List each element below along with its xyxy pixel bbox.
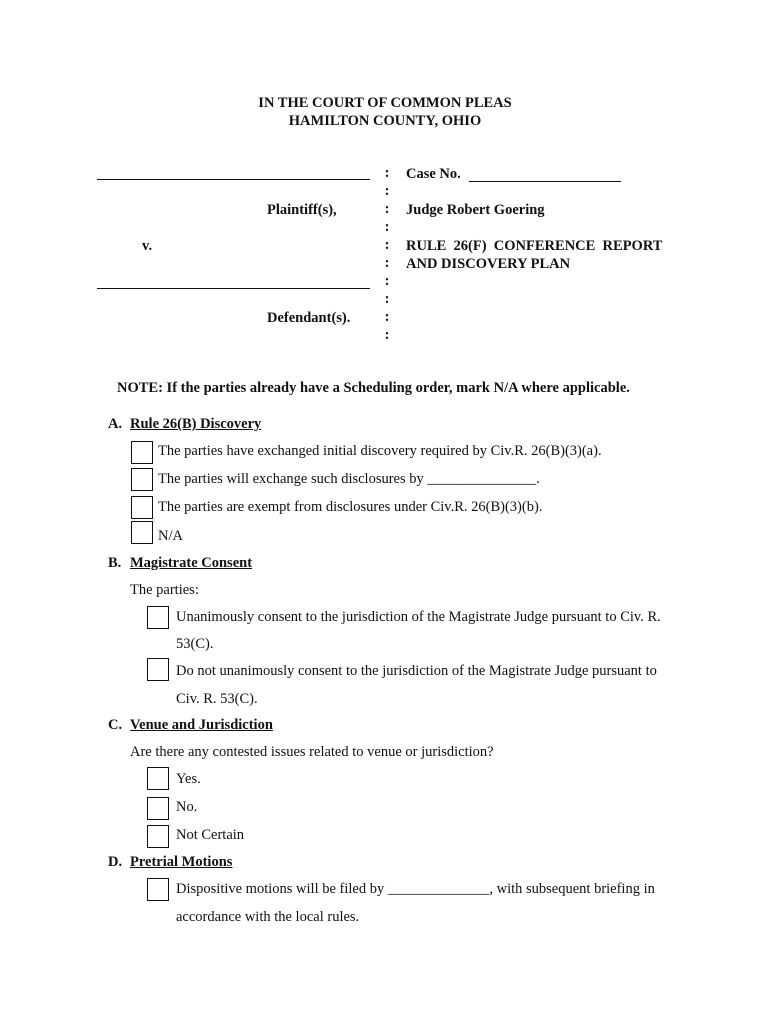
caption-colon: : bbox=[384, 327, 390, 343]
versus-label: v. bbox=[142, 238, 153, 254]
caption-colon: : bbox=[384, 291, 390, 307]
option-label: Unanimously consent to the jurisdiction of the Magistrate Judge pursuant to Civ. R. bbox=[176, 609, 661, 625]
option-label-continued: 53(C). bbox=[176, 636, 214, 652]
report-title-line1: RULE 26(F) CONFERENCE REPORT bbox=[406, 238, 663, 254]
caption-colon: : bbox=[384, 219, 390, 235]
section-c-letter: C. bbox=[108, 717, 123, 733]
option-label: Not Certain bbox=[176, 827, 245, 843]
county-name: HAMILTON COUNTY, OHIO bbox=[288, 113, 482, 129]
plaintiff-name-line[interactable] bbox=[97, 179, 370, 180]
option-label: The parties will exchange such disclosures by _______________. bbox=[158, 471, 540, 487]
option-label: Yes. bbox=[176, 771, 201, 787]
checkbox-venue-yes[interactable] bbox=[147, 767, 169, 790]
caption-colon: : bbox=[384, 273, 390, 289]
section-c-title: Venue and Jurisdiction bbox=[130, 717, 273, 733]
section-b-letter: B. bbox=[108, 555, 122, 571]
caption-colon: : bbox=[384, 255, 390, 271]
defendant-label: Defendant(s). bbox=[267, 310, 351, 326]
caption-colon: : bbox=[384, 165, 390, 181]
caption-colon: : bbox=[384, 201, 390, 217]
report-title-line2: AND DISCOVERY PLAN bbox=[406, 256, 571, 272]
plaintiff-label: Plaintiff(s), bbox=[267, 202, 337, 218]
caption-colon: : bbox=[384, 309, 390, 325]
checkbox-venue-no[interactable] bbox=[147, 797, 169, 820]
option-label: The parties are exempt from disclosures under Civ.R. 26(B)(3)(b). bbox=[158, 499, 543, 515]
section-d-title: Pretrial Motions bbox=[130, 854, 233, 870]
section-b-title: Magistrate Consent bbox=[130, 555, 253, 571]
option-label: The parties have exchanged initial discovery required by Civ.R. 26(B)(3)(a). bbox=[158, 443, 602, 459]
defendant-name-line[interactable] bbox=[97, 288, 370, 289]
checkbox-venue-not-certain[interactable] bbox=[147, 825, 169, 848]
checkbox-exempt-from-disclosures[interactable] bbox=[131, 496, 153, 519]
checkbox-initial-discovery-exchanged[interactable] bbox=[131, 441, 153, 464]
option-label: No. bbox=[176, 799, 198, 815]
option-label-continued: Civ. R. 53(C). bbox=[176, 691, 258, 707]
section-a-letter: A. bbox=[108, 416, 123, 432]
option-label: Dispositive motions will be filed by ______________, with subsequent briefing in bbox=[176, 881, 655, 897]
section-d-letter: D. bbox=[108, 854, 123, 870]
case-number-label: Case No. bbox=[406, 166, 461, 182]
section-b-intro: The parties: bbox=[130, 582, 199, 598]
scheduling-note: NOTE: If the parties already have a Scheduling order, mark N/A where applicable. bbox=[117, 380, 630, 396]
checkbox-consent-magistrate[interactable] bbox=[147, 606, 169, 629]
court-name: IN THE COURT OF COMMON PLEAS bbox=[258, 95, 512, 111]
option-label: N/A bbox=[158, 528, 183, 544]
checkbox-will-exchange-disclosures[interactable] bbox=[131, 468, 153, 491]
caption-colon: : bbox=[384, 183, 390, 199]
checkbox-dispositive-motions[interactable] bbox=[147, 878, 169, 901]
option-label-continued: accordance with the local rules. bbox=[176, 909, 360, 925]
section-c-question: Are there any contested issues related to venue or jurisdiction? bbox=[130, 744, 494, 760]
checkbox-discovery-na[interactable] bbox=[131, 521, 153, 544]
case-number-line[interactable] bbox=[469, 181, 621, 182]
caption-colon: : bbox=[384, 237, 390, 253]
section-a-title: Rule 26(B) Discovery bbox=[130, 416, 262, 432]
judge-name: Judge Robert Goering bbox=[406, 202, 545, 218]
option-label: Do not unanimously consent to the jurisdiction of the Magistrate Judge pursuant to bbox=[176, 663, 657, 679]
checkbox-no-consent-magistrate[interactable] bbox=[147, 658, 169, 681]
